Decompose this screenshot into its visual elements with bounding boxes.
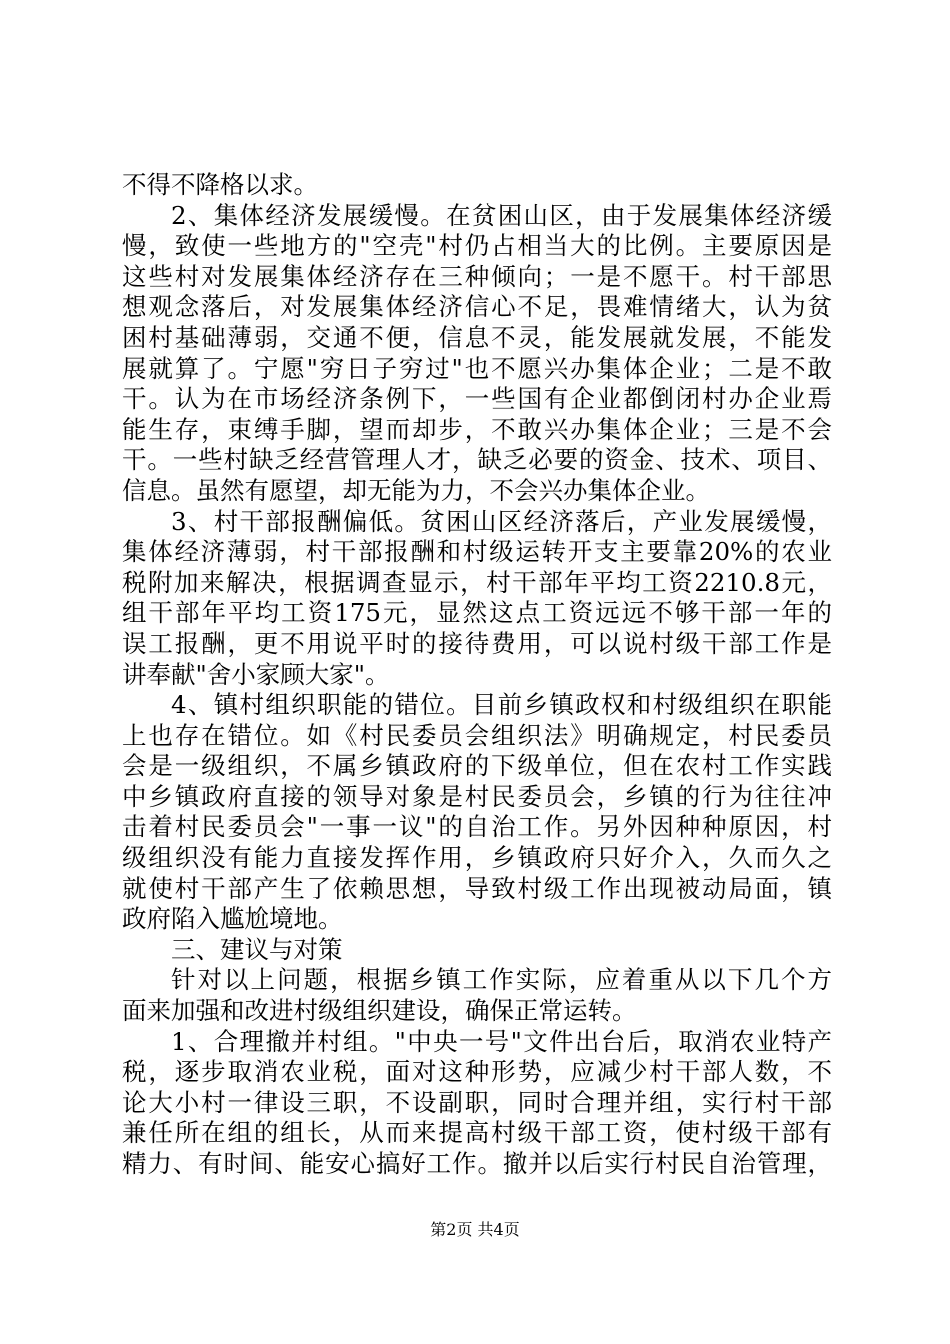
text-line: 政府陷入尴尬境地。 xyxy=(122,904,343,934)
text-line: 击着村民委员会"一事一议"的自治工作。另外因种种原因，村 xyxy=(122,812,832,842)
text-line: 困村基础薄弱，交通不便，信息不灵，能发展就发展，不能发 xyxy=(122,322,832,352)
text-line: 1、合理撤并村组。"中央一号"文件出台后，取消农业特产 xyxy=(171,1026,832,1056)
text-line: 想观念落后，对发展集体经济信心不足，畏难情绪大，认为贫 xyxy=(122,292,832,322)
text-line: 中乡镇政府直接的领导对象是村民委员会，乡镇的行为往往冲 xyxy=(122,781,832,811)
body-text xyxy=(122,170,832,1180)
text-line: 能生存，束缚手脚，望而却步，不敢兴办集体企业；三是不会 xyxy=(122,414,832,444)
text-line: 论大小村一律设三职，不设副职，同时合理并组，实行村干部 xyxy=(122,1087,832,1117)
text-line: 集体经济薄弱，村干部报酬和村级运转开支主要靠20%的农业 xyxy=(122,537,832,567)
text-line: 针对以上问题，根据乡镇工作实际，应着重从以下几个方 xyxy=(171,965,832,995)
text-line: 兼任所在组的组长，从而来提高村级干部工资，使村级干部有 xyxy=(122,1118,832,1148)
text-line: 慢，致使一些地方的"空壳"村仍占相当大的比例。主要原因是 xyxy=(122,231,832,261)
text-line: 组干部年平均工资175元，显然这点工资远远不够干部一年的 xyxy=(122,598,832,628)
text-line: 信息。虽然有愿望，却无能为力，不会兴办集体企业。 xyxy=(122,475,710,505)
text-line: 展就算了。宁愿"穷日子穷过"也不愿兴办集体企业；二是不敢 xyxy=(122,353,832,383)
text-line: 精力、有时间、能安心搞好工作。撤并以后实行村民自治管理， xyxy=(122,1149,832,1178)
text-line: 面来加强和改进村级组织建设，确保正常运转。 xyxy=(122,996,637,1026)
text-line: 讲奉献"舍小家顾大家"。 xyxy=(122,659,390,689)
text-line: 就使村干部产生了依赖思想，导致村级工作出现被动局面，镇 xyxy=(122,873,832,903)
text-line: 税附加来解决，根据调查显示，村干部年平均工资2210.8元， xyxy=(122,567,832,597)
text-line: 级组织没有能力直接发挥作用，乡镇政府只好介入，久而久之 xyxy=(122,843,832,873)
text-line: 2、集体经济发展缓慢。在贫困山区，由于发展集体经济缓 xyxy=(171,200,832,230)
text-line: 干。认为在市场经济条例下，一些国有企业都倒闭村办企业焉 xyxy=(122,384,832,414)
text-line: 税，逐步取消农业税，面对这种形势，应减少村干部人数，不 xyxy=(122,1057,832,1087)
text-line: 不得不降格以求。 xyxy=(122,170,318,199)
section-heading: 三、建议与对策 xyxy=(171,934,343,964)
text-line: 3、村干部报酬偏低。贫困山区经济落后，产业发展缓慢， xyxy=(171,506,832,536)
text-line: 4、镇村组织职能的错位。目前乡镇政权和村级组织在职能 xyxy=(171,690,832,720)
text-line: 这些村对发展集体经济存在三种倾向；一是不愿干。村干部思 xyxy=(122,261,832,291)
page-number: 第2页 共4页 xyxy=(430,1220,520,1239)
text-line: 误工报酬，更不用说平时的接待费用，可以说村级干部工作是 xyxy=(122,628,832,658)
text-line: 上也存在错位。如《村民委员会组织法》明确规定，村民委员 xyxy=(122,720,832,750)
text-line: 干。一些村缺乏经营管理人才，缺乏必要的资金、技术、项目、 xyxy=(122,445,832,475)
text-line: 会是一级组织，不属乡镇政府的下级单位，但在农村工作实践 xyxy=(122,751,832,781)
